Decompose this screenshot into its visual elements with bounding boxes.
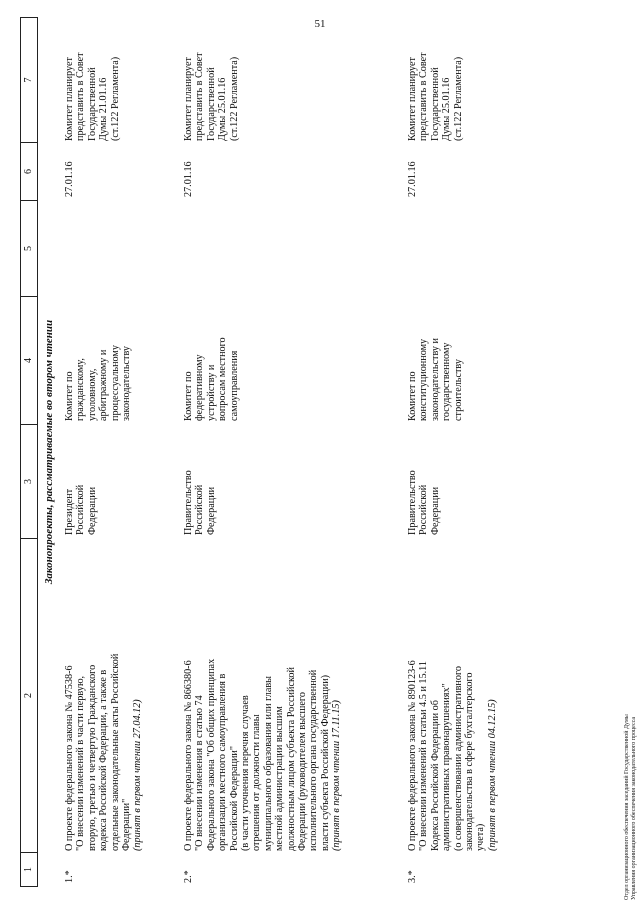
- bill-title: О проекте федерального закона № 47538-6 "О внесении изменений в части первую, вторую, третью и четвертую Гражданского кодекса Российской Федерации, а также в отдельные законодательные акты Российской Федерации" (принят в первом чтении 27.04.12): [64, 653, 144, 851]
- page-number: 51: [314, 18, 326, 30]
- header-col-4: 4: [21, 296, 37, 424]
- section-title: Законопроекты, рассматриваемые во втором чтении: [43, 319, 55, 585]
- bill-title: О проекте федерального закона № 890123-6 "О внесении изменений в статьи 4.5 и 15.11 Кодекса Российской Федерации об административных правонарушениях" (о совершенствовании административного законодательства в сфере бухгалтерского учета) (принят в первом чтении 04.12.15): [407, 660, 498, 851]
- committee-note: Комитет планирует представить в Совет Государственной Думы 21.01.16 (ст.122 Регламента): [64, 52, 121, 141]
- footer-department: Отдел организационного обеспечения заседаний Государственной Думы Управления организационного обеспечения законодательного процесса: [624, 714, 637, 900]
- header-col-3: 3: [21, 424, 37, 538]
- bill-author: Правительство Российской Федерации: [407, 470, 441, 535]
- row-number: 2.*: [183, 870, 194, 883]
- column-number-header: [20, 17, 38, 887]
- review-date: 27.01.16: [183, 161, 194, 197]
- reading-status: (принят в первом чтении 27.04.12): [132, 699, 144, 851]
- responsible-committee: Комитет по федеративному устройству и вопросам местного самоуправления: [183, 337, 240, 421]
- bill-author: Правительство Российской Федерации: [183, 470, 217, 535]
- header-col-7: 7: [23, 77, 34, 83]
- reading-status: (принят в первом чтении 04.12.15): [486, 699, 498, 851]
- header-col-2: 2: [21, 538, 37, 852]
- bill-author: Президент Российской Федерации: [64, 484, 98, 535]
- agenda-table: [20, 17, 630, 887]
- row-number: 1.*: [64, 870, 75, 883]
- reading-status: (принят в первом чтении 17.11.15): [331, 700, 343, 851]
- header-col-6: 6: [21, 142, 37, 200]
- review-date: 27.01.16: [407, 161, 418, 197]
- responsible-committee: Комитет по гражданскому, уголовному, арбитражному и процессуальному законодательству: [64, 345, 133, 421]
- header-col-5: 5: [21, 200, 37, 296]
- committee-note: Комитет планирует представить в Совет Государственной Думы 25.01.16 (ст.122 Регламента): [407, 52, 464, 141]
- review-date: 27.01.16: [64, 161, 75, 197]
- header-col-1: 1: [21, 852, 37, 886]
- committee-note: Комитет планирует представить в Совет Государственной Думы 25.01.16 (ст.122 Регламента): [183, 52, 240, 141]
- bill-title: О проекте федерального закона № 866380-6 "О внесении изменения в статью 74 Федерального закона "Об общих принципах организации местного самоуправления в Российской Федерации" (в части уточнения перечня случаев отрешения от должности главы муниципального образования или главы местной администрации высшим должностным лицом субъекта Российской Федерации (руководителем высшего исполнительного органа государственной власти субъекта Российской Федерации) (принят в первом чтении 17.11.15): [183, 658, 343, 851]
- responsible-committee: Комитет по конституционному законодательству и государственному строительству: [407, 338, 464, 421]
- row-number: 3.*: [407, 870, 418, 883]
